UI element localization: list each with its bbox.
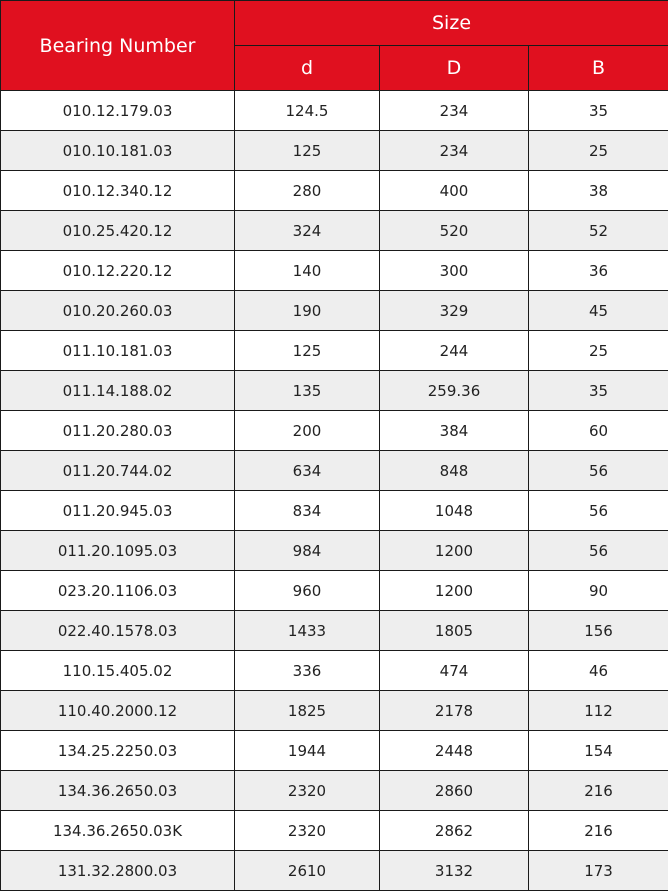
table-row: [1, 571, 668, 611]
cell-bearing-number: 023.20.1106.03: [1, 571, 235, 611]
cell-B: 52: [529, 211, 668, 251]
cell-bearing-number: 010.25.420.12: [1, 211, 235, 251]
table-body: [1, 91, 668, 891]
cell-B: 45: [529, 291, 668, 331]
table-row: [1, 611, 668, 651]
cell-D: 2178: [380, 691, 529, 731]
cell-B: 35: [529, 371, 668, 411]
cell-B: 173: [529, 851, 668, 891]
cell-D: 848: [380, 451, 529, 491]
cell-d: 125: [235, 131, 380, 171]
cell-D: 1200: [380, 531, 529, 571]
cell-d: 2610: [235, 851, 380, 891]
table-row: [1, 331, 668, 371]
cell-D: 1805: [380, 611, 529, 651]
cell-bearing-number: 134.25.2250.03: [1, 731, 235, 771]
table-row: [1, 691, 668, 731]
cell-D: 384: [380, 411, 529, 451]
cell-B: 154: [529, 731, 668, 771]
cell-B: 25: [529, 131, 668, 171]
header-d-inner: d: [235, 46, 380, 91]
table-row: [1, 91, 668, 131]
cell-bearing-number: 010.20.260.03: [1, 291, 235, 331]
header-size: Size: [235, 1, 668, 46]
cell-D: 2862: [380, 811, 529, 851]
cell-B: 56: [529, 491, 668, 531]
cell-bearing-number: 011.14.188.02: [1, 371, 235, 411]
cell-B: 38: [529, 171, 668, 211]
cell-bearing-number: 011.20.945.03: [1, 491, 235, 531]
cell-D: 329: [380, 291, 529, 331]
cell-B: 25: [529, 331, 668, 371]
cell-D: 234: [380, 131, 529, 171]
table-row: [1, 371, 668, 411]
cell-d: 336: [235, 651, 380, 691]
cell-B: 156: [529, 611, 668, 651]
table-row: [1, 171, 668, 211]
cell-D: 2448: [380, 731, 529, 771]
cell-D: 300: [380, 251, 529, 291]
header-B-width: B: [529, 46, 668, 91]
table-row: [1, 731, 668, 771]
cell-bearing-number: 011.20.1095.03: [1, 531, 235, 571]
table-row: [1, 491, 668, 531]
table-row: [1, 131, 668, 171]
cell-bearing-number: 022.40.1578.03: [1, 611, 235, 651]
cell-bearing-number: 010.12.220.12: [1, 251, 235, 291]
table-row: [1, 531, 668, 571]
header-bearing-number: Bearing Number: [1, 1, 235, 91]
cell-D: 520: [380, 211, 529, 251]
cell-D: 3132: [380, 851, 529, 891]
cell-B: 56: [529, 531, 668, 571]
table-header: [1, 1, 668, 91]
cell-d: 634: [235, 451, 380, 491]
header-D-outer: D: [380, 46, 529, 91]
cell-D: 474: [380, 651, 529, 691]
cell-bearing-number: 110.40.2000.12: [1, 691, 235, 731]
header-row-top: [1, 1, 668, 46]
cell-bearing-number: 134.36.2650.03: [1, 771, 235, 811]
cell-bearing-number: 010.10.181.03: [1, 131, 235, 171]
cell-D: 400: [380, 171, 529, 211]
cell-B: 216: [529, 811, 668, 851]
cell-d: 125: [235, 331, 380, 371]
cell-d: 1433: [235, 611, 380, 651]
cell-bearing-number: 011.20.744.02: [1, 451, 235, 491]
cell-D: 1200: [380, 571, 529, 611]
cell-d: 140: [235, 251, 380, 291]
cell-d: 200: [235, 411, 380, 451]
cell-D: 244: [380, 331, 529, 371]
cell-d: 190: [235, 291, 380, 331]
cell-bearing-number: 010.12.179.03: [1, 91, 235, 131]
cell-D: 259.36: [380, 371, 529, 411]
cell-bearing-number: 110.15.405.02: [1, 651, 235, 691]
cell-bearing-number: 134.36.2650.03K: [1, 811, 235, 851]
cell-d: 2320: [235, 811, 380, 851]
cell-d: 324: [235, 211, 380, 251]
table-row: [1, 411, 668, 451]
cell-d: 135: [235, 371, 380, 411]
table-row: [1, 851, 668, 891]
table-row: [1, 651, 668, 691]
cell-bearing-number: 010.12.340.12: [1, 171, 235, 211]
cell-B: 56: [529, 451, 668, 491]
table-row: [1, 451, 668, 491]
table-row: [1, 251, 668, 291]
cell-d: 960: [235, 571, 380, 611]
cell-bearing-number: 131.32.2800.03: [1, 851, 235, 891]
cell-bearing-number: 011.10.181.03: [1, 331, 235, 371]
cell-d: 280: [235, 171, 380, 211]
cell-D: 2860: [380, 771, 529, 811]
table-row: [1, 291, 668, 331]
cell-D: 234: [380, 91, 529, 131]
cell-d: 1825: [235, 691, 380, 731]
cell-B: 46: [529, 651, 668, 691]
table-row: [1, 811, 668, 851]
cell-d: 984: [235, 531, 380, 571]
table-row: [1, 771, 668, 811]
cell-D: 1048: [380, 491, 529, 531]
cell-B: 35: [529, 91, 668, 131]
cell-d: 2320: [235, 771, 380, 811]
table-row: [1, 211, 668, 251]
cell-B: 36: [529, 251, 668, 291]
cell-d: 1944: [235, 731, 380, 771]
cell-d: 124.5: [235, 91, 380, 131]
cell-d: 834: [235, 491, 380, 531]
cell-B: 216: [529, 771, 668, 811]
cell-B: 112: [529, 691, 668, 731]
cell-B: 90: [529, 571, 668, 611]
cell-B: 60: [529, 411, 668, 451]
cell-bearing-number: 011.20.280.03: [1, 411, 235, 451]
